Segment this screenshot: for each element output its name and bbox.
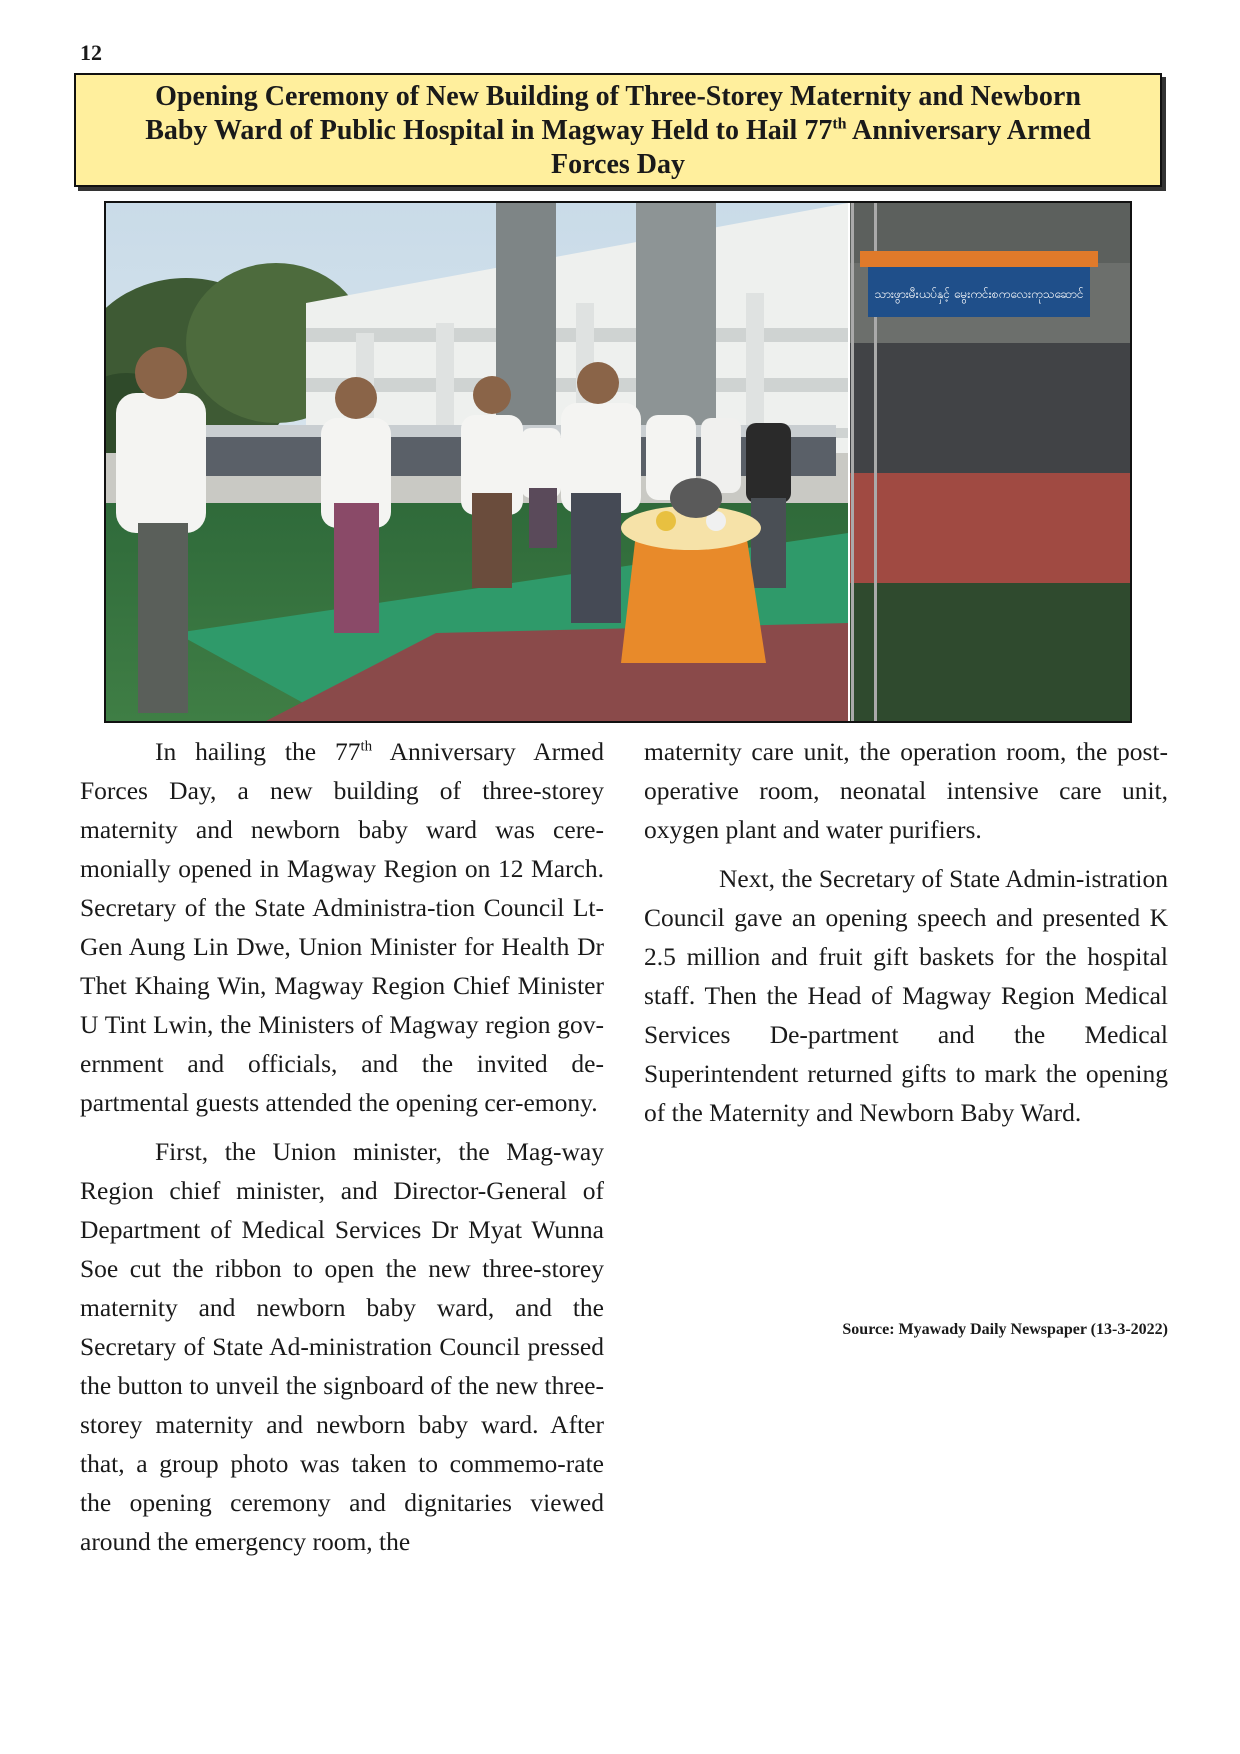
paragraph-1-end: Anniversary Armed Forces Day, a new building of three-storey maternity and newborn baby ward was cere-monially opened in Magway Region on 12 March. Secretary of the State Administra-tion Council Lt-Gen Aung Lin Dwe, Union Minister for Health Dr Thet Khaing Win, Magway Region Chief Minister U Tint Lwin, the Ministers of Magway region gov-ernment and officials, and the invited de-partmental guests attended the opening cer-emony. bbox=[80, 737, 605, 1117]
title-superscript: th bbox=[832, 115, 847, 133]
article-title bbox=[74, 73, 1162, 187]
paragraph-4: Next, the Secretary of State Admin-istration Council gave an opening speech and presented K 2.5 million and fruit gift baskets for the hospital staff. Then the Head of Magway Region Medical Services De-partment and the Medical Superintendent returned gifts to mark the opening of the Maternity and Newborn Baby Ward. bbox=[644, 864, 1168, 1127]
page-number: 12 bbox=[80, 40, 102, 65]
title-line-1: Opening Ceremony of New Building of Three-Storey Maternity and Newborn bbox=[155, 81, 1081, 112]
paragraph-1 bbox=[80, 732, 604, 1122]
article-column-left bbox=[80, 732, 604, 1571]
ceremony-photo-illustration bbox=[106, 203, 1130, 721]
paragraph-3: maternity care unit, the operation room, the post-operative room, neonatal intensive care unit, oxygen plant and water purifiers. bbox=[644, 737, 1168, 844]
signboard-drape bbox=[860, 251, 1098, 267]
title-line-3: Forces Day bbox=[551, 149, 685, 180]
source-credit: Source: Myawady Daily Newspaper (13-3-2022) bbox=[842, 1321, 1168, 1338]
ceremony-photo bbox=[104, 201, 1132, 723]
title-line-2 bbox=[76, 114, 1160, 148]
title-line-2-start: Baby Ward of Public Hospital in Magway Held to Hail 77 bbox=[145, 115, 833, 146]
paragraph-1-superscript: th bbox=[360, 738, 373, 755]
signboard-text: သားဖွားမီးယပ်နှင့် မွေးကင်းစကလေးကုသဆောင် bbox=[874, 287, 1084, 301]
paragraph-2: First, the Union minister, the Mag-way Region chief minister, and Director-General of Department of Medical Services Dr Myat Wunna Soe cut the ribbon to open the new three-storey maternity and newborn baby ward, and the Secretary of State Ad-ministration Council pressed the button to unveil the signboard of the new three-storey maternity and newborn baby ward. After that, a group photo was taken to commemo-rate the opening ceremony and dignitaries viewed around the emergency room, the bbox=[80, 1137, 604, 1556]
article-column-right bbox=[644, 732, 1168, 1142]
title-line-2-end: Anniversary Armed bbox=[846, 115, 1091, 146]
paragraph-1-start: In hailing the 77 bbox=[155, 737, 361, 766]
photo-divider bbox=[848, 203, 850, 721]
right-lawn bbox=[850, 583, 1130, 721]
